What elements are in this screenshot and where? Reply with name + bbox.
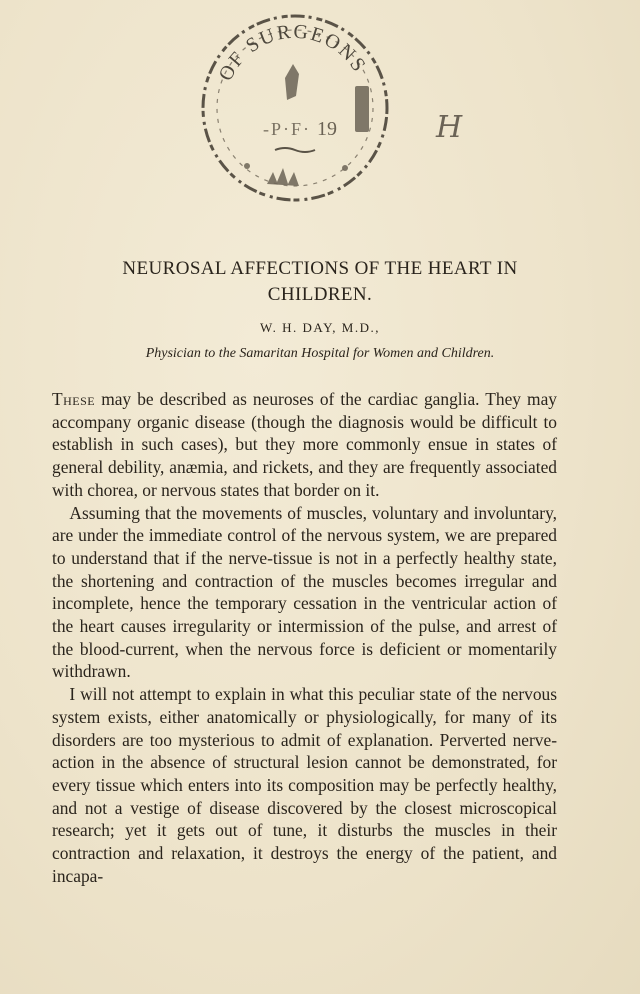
stamp-year: 19 [317,118,337,140]
title-line-2: CHILDREN. [267,284,373,305]
library-seal-stamp-icon [195,8,395,208]
article-body [52,388,557,887]
handwritten-annotation: H [436,110,464,145]
paragraph-lead: These [52,389,96,409]
stamp-top-text: OF SURGEONS [214,20,371,85]
article-title [40,256,600,308]
author-affiliation: Physician to the Samaritan Hospital for Women and Children. [145,346,495,361]
paragraph-2 [52,502,557,684]
paragraph-1 [52,388,557,502]
paragraph-text: may be described as neuroses of the cardiac ganglia. They may accompany organic disease (though the diagnosis would be difficult to establish in such cases), but they more commonly ensue in states of general debility, anæmia, and rickets, and they are frequently associated with chorea, or nervous states that border on it. [52,389,557,500]
paragraph-text: I will not attempt to explain in what this peculiar state of the nervous system exists, either anatomically or physiologically, for many of its disorders are too mysterious to admit of explanation. Perverted nerve-action in the absence of structural lesion cannot be demonstrated, for every tissue which enters into its composition may be perfectly healthy, and not a vestige of disease discovered by the closest microscopical research; yet it gets out of tune, it disturbs the muscles in their contraction and relaxation, it destroys the energy of the patient, and incapa- [52,684,557,886]
svg-text:-P·F·: -P·F· [263,119,312,139]
paragraph-text: Assuming that the movements of muscles, voluntary and involuntary, are under the immediate control of the nervous system, we are prepared to understand that if the nerve-tissue is not in a perfectly healthy state, the shortening and contraction of the muscles becomes irregular and incomplete, hence the temporary cessation in the ventricular action of the heart causes irregularity or intermission of the pulse, and arrest of the blood-current, when the nervous force is deficient or momentarily withdrawn. [52,502,557,682]
author-line: W. H. DAY, M.D., [260,320,380,335]
title-line-1: NEUROSAL AFFECTIONS OF THE HEART IN [122,258,518,279]
paragraph-3 [52,683,557,887]
